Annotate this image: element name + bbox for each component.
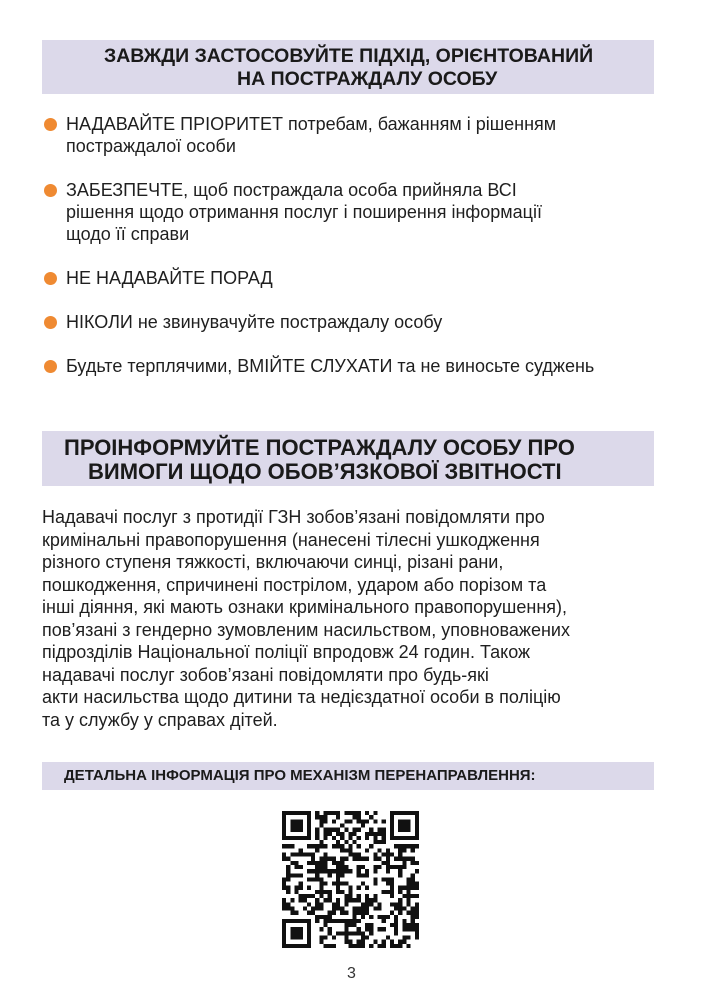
bullet-dot-icon bbox=[44, 360, 57, 373]
section-heading-reporting bbox=[42, 431, 654, 486]
bullet-dot-icon bbox=[44, 316, 57, 329]
page-number: 3 bbox=[347, 965, 356, 982]
heading-line-2: НА ПОСТРАЖДАЛУ ОСОБУ bbox=[237, 68, 498, 90]
section-heading-referral-info: ДЕТАЛЬНА ІНФОРМАЦІЯ ПРО МЕХАНІЗМ ПЕРЕНАПРАВЛЕННЯ: bbox=[42, 762, 654, 790]
heading-line-1: ПРОІНФОРМУЙТЕ ПОСТРАЖДАЛУ ОСОБУ ПРО bbox=[64, 435, 575, 460]
heading-line-2: ВИМОГИ ЩОДО ОБОВ’ЯЗКОВОЇ ЗВІТНОСТІ bbox=[88, 459, 562, 484]
principles-list bbox=[44, 113, 669, 399]
list-item: НІКОЛИ не звинувачуйте постраждалу особу bbox=[44, 311, 669, 333]
list-item: ЗАБЕЗПЕЧТЕ, щоб постраждала особа прийняла ВСІ рішення щодо отримання послуг і поширення інформації щодо її справи bbox=[44, 179, 669, 245]
reporting-paragraph: Надавачі послуг з протидії ГЗН зобов’язані повідомляти про кримінальні правопорушення (нанесені тілесні ушкодження різного ступеня тяжкості, включаючи синці, різані рани, пошкодження, спричинені пострілом, ударом або порізом та інші діяння, які мають ознаки кримінального правопорушення), пов’язані з гендерно зумовленим насильством, уповноважених підрозділів Національної поліції впродовж 24 годин. Також надавачі послуг зобов’язані повідомляти про будь-які акти насильства щодо дитини та недієздатної особи в поліцію та у службу у справах дітей. bbox=[42, 507, 570, 730]
section-heading-survivor-centered bbox=[42, 40, 654, 94]
qr-code-icon[interactable] bbox=[282, 811, 419, 948]
heading-line-1: ЗАВЖДИ ЗАСТОСОВУЙТЕ ПІДХІД, ОРІЄНТОВАНИЙ bbox=[104, 45, 594, 67]
bullet-dot-icon bbox=[44, 118, 57, 131]
list-item: Будьте терплячими, ВМІЙТЕ СЛУХАТИ та не виносьте суджень bbox=[44, 355, 669, 377]
bullet-dot-icon bbox=[44, 184, 57, 197]
bullet-dot-icon bbox=[44, 272, 57, 285]
list-item: НАДАВАЙТЕ ПРІОРИТЕТ потребам, бажанням і рішенням постраждалої особи bbox=[44, 113, 669, 157]
list-item: НЕ НАДАВАЙТЕ ПОРАД bbox=[44, 267, 669, 289]
